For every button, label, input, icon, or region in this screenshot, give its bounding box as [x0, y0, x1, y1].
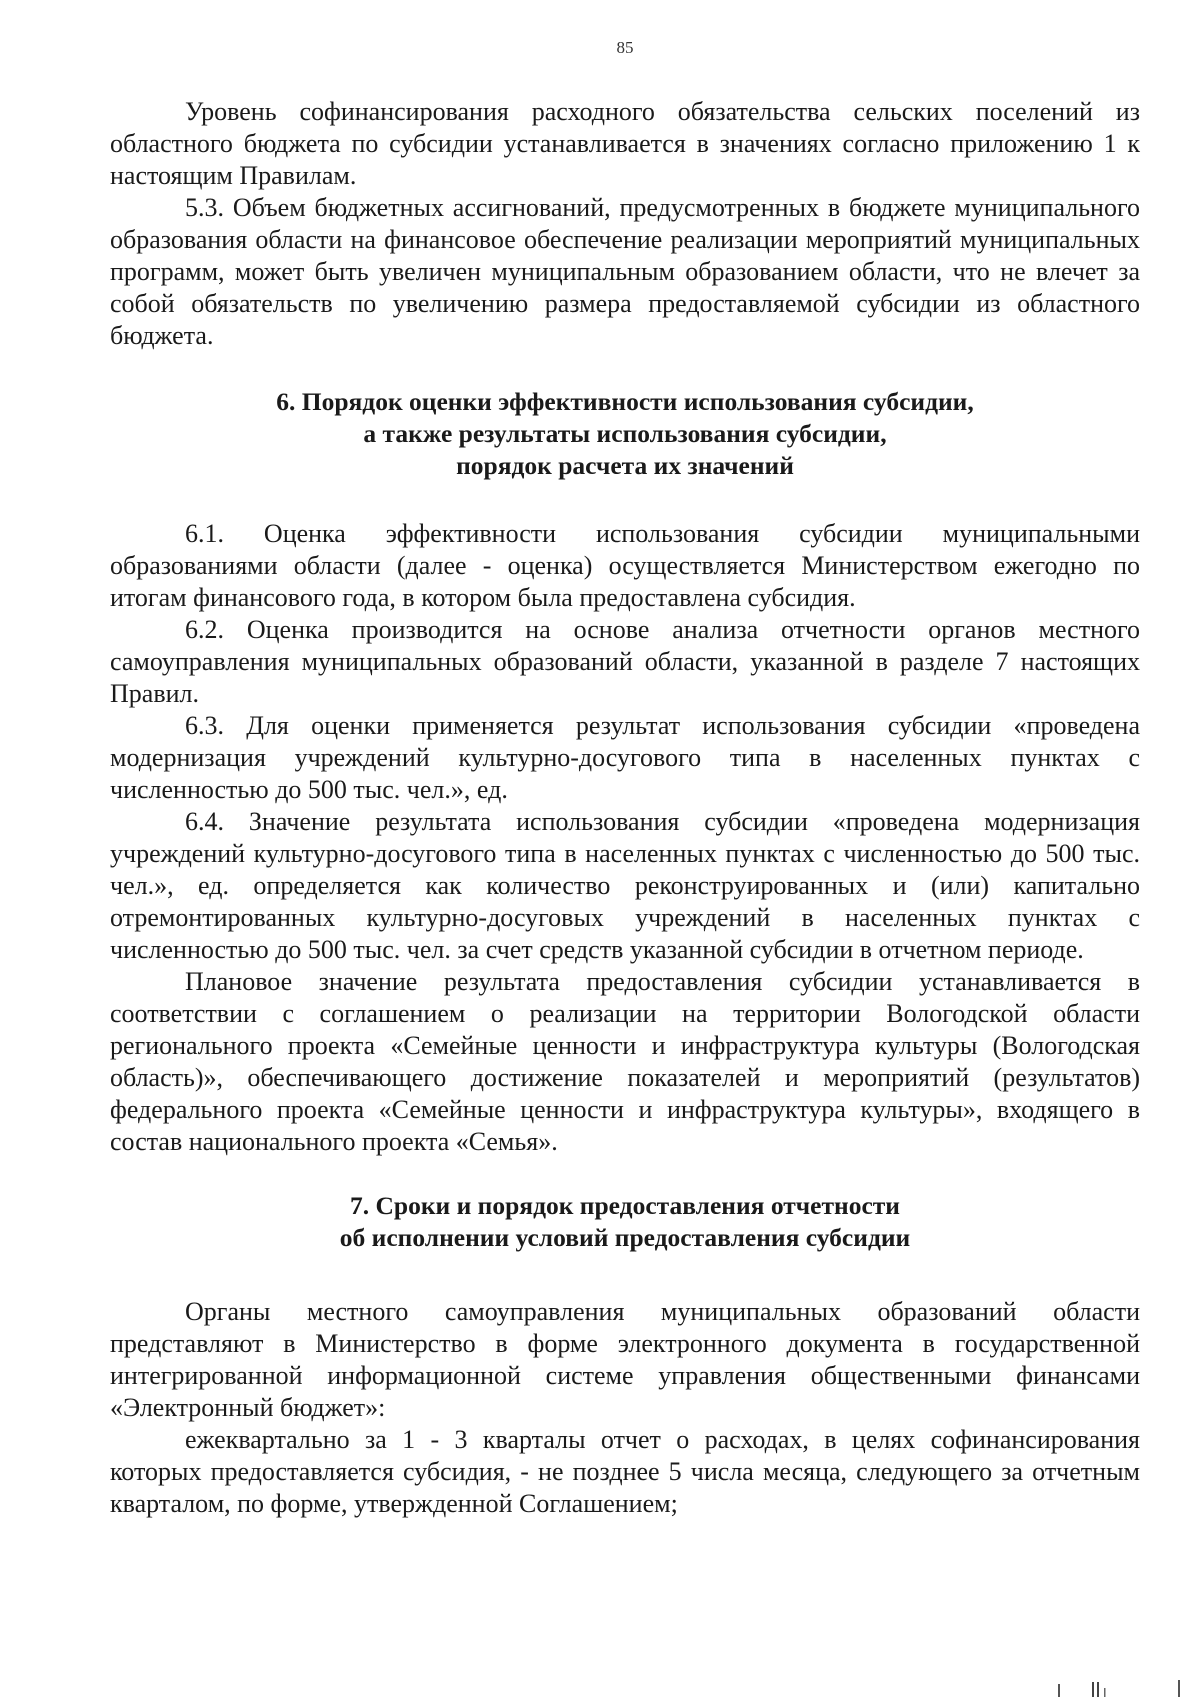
- paragraph-cofinancing-level: Уровень софинансирования расходного обязательства сельских поселений из областного бюджета по субсидии устанавливается в значениях согласно приложению 1 к настоящим Правилам.: [110, 97, 1140, 190]
- paragraph-7-reporting: Органы местного самоуправления муниципальных образований области представляют в Министерство в форме электронного документа в государственной интегрированной информационной системе управления общественными финансами «Электронный бюджет»:: [110, 1297, 1140, 1422]
- section-6-heading-line-1: 6. Порядок оценки эффективности использования субсидии,: [276, 387, 974, 416]
- section-6-heading: [110, 386, 1140, 482]
- paragraph-5-3: 5.3. Объем бюджетных ассигнований, предусмотренных в бюджете муниципального образования области на финансовое обеспечение реализации мероприятий муниципальных программ, может быть увеличен муниципальным образованием области, что не влечет за собой обязательств по увеличению размера предоставляемой субсидии из областного бюджета.: [110, 193, 1140, 350]
- document-page: [110, 0, 1140, 1697]
- paragraph-6-1: 6.1. Оценка эффективности использования субсидии муниципальными образованиями области (далее - оценка) осуществляется Министерством ежегодно по итогам финансового года, в котором была предоставлена субсидия.: [110, 519, 1140, 612]
- document-body: [110, 96, 1140, 1520]
- section-7-heading-line-1: 7. Сроки и порядок предоставления отчетности: [350, 1191, 900, 1220]
- section-6-heading-line-3: порядок расчета их значений: [456, 451, 794, 480]
- section-7-heading-line-2: об исполнении условий предоставления субсидии: [339, 1223, 911, 1252]
- scan-mark: [1058, 1684, 1060, 1697]
- scan-mark: [1097, 1682, 1099, 1697]
- scan-mark: [1178, 1680, 1180, 1697]
- paragraph-6-3: 6.3. Для оценки применяется результат использования субсидии «проведена модернизация учреждений культурно-досугового типа в населенных пунктах с численностью до 500 тыс. чел.», ед.: [110, 711, 1140, 804]
- section-6-heading-line-2: а также результаты использования субсидии,: [363, 419, 887, 448]
- page-number: 85: [616, 38, 634, 57]
- paragraph-planned-value: Плановое значение результата предоставления субсидии устанавливается в соответствии с соглашением о реализации на территории Вологодской области регионального проекта «Семейные ценности и инфраструктура культуры (Вологодская область)», обеспечивающего достижение показателей и мероприятий (результатов) федерального проекта «Семейные ценности и инфраструктура культуры», входящего в состав национального проекта «Семья».: [110, 967, 1140, 1156]
- paragraph-6-4: 6.4. Значение результата использования субсидии «проведена модернизация учреждений культурно-досугового типа в населенных пунктах с численностью до 500 тыс. чел.», ед. определяется как количество реконструированных и (или) капитально отремонтированных культурно-досуговых учреждений в населенных пунктах с численностью до 500 тыс. чел. за счет средств указанной субсидии в отчетном периоде.: [110, 807, 1140, 964]
- scan-mark: [1104, 1688, 1106, 1697]
- paragraph-7-quarterly: ежеквартально за 1 - 3 кварталы отчет о расходах, в целях софинансирования которых предоставляется субсидия, - не позднее 5 числа месяца, следующего за отчетным кварталом, по форме, утвержденной Соглашением;: [110, 1425, 1140, 1518]
- paragraph-6-2: 6.2. Оценка производится на основе анализа отчетности органов местного самоуправления муниципальных образований области, указанной в разделе 7 настоящих Правил.: [110, 615, 1140, 708]
- scan-mark: [1092, 1682, 1094, 1697]
- scan-edge-marks: [1050, 1670, 1190, 1697]
- section-7-heading: [110, 1190, 1140, 1254]
